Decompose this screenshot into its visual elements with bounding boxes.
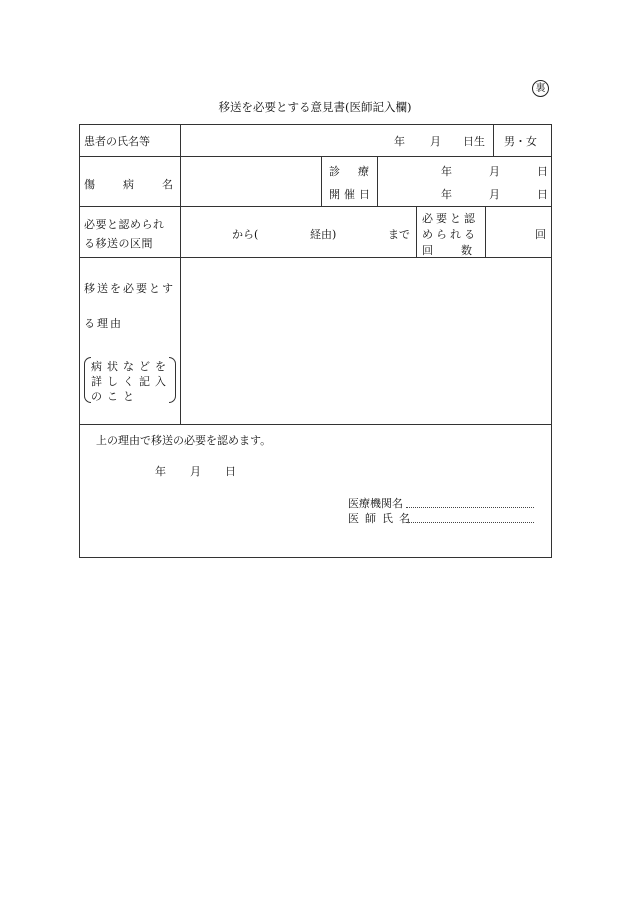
- patient-label: 患者の氏名等: [84, 135, 150, 148]
- birth-day-unit: 日生: [463, 135, 485, 148]
- column-divider: [493, 124, 494, 156]
- back-side-mark: 裏: [532, 80, 549, 97]
- sex-field[interactable]: 男・女: [504, 135, 537, 148]
- label-column-divider: [180, 124, 181, 424]
- held-day-unit: 日: [537, 188, 548, 201]
- count-label-line2: められる: [422, 228, 478, 241]
- held-year-unit: 年: [441, 188, 452, 201]
- route-to-text: まで: [388, 228, 410, 241]
- count-label-line3: 回数: [422, 244, 500, 257]
- exam-day-unit: 日: [537, 165, 548, 178]
- exam-month-unit: 月: [489, 165, 500, 178]
- route-label-line2: る移送の区間: [84, 237, 153, 250]
- exam-year-unit: 年: [441, 165, 452, 178]
- patient-name-field[interactable]: [186, 128, 386, 152]
- note-line3: のこと: [91, 390, 139, 403]
- diagnosis-label: 傷病名: [84, 178, 201, 191]
- doctor-name-field[interactable]: [406, 522, 534, 523]
- row-divider: [79, 156, 552, 157]
- count-field[interactable]: [490, 212, 530, 252]
- note-left-bracket: [84, 357, 91, 403]
- reason-label-line1: 移送を必要とす: [84, 282, 175, 295]
- institution-name-field[interactable]: [406, 507, 534, 508]
- route-via-text: 経由): [310, 228, 337, 241]
- column-divider: [416, 206, 417, 257]
- reason-field[interactable]: [186, 262, 546, 419]
- route-label-line1: 必要と認められ: [84, 218, 165, 231]
- birth-year-unit: 年: [394, 135, 405, 148]
- certification-statement: 上の理由で移送の必要を認めます。: [96, 434, 272, 447]
- cert-day-unit: 日: [225, 465, 236, 478]
- reason-label-line2: る理由: [84, 317, 123, 330]
- cert-year-unit: 年: [155, 465, 166, 478]
- row-divider: [79, 424, 552, 425]
- route-from-text: から(: [232, 228, 259, 241]
- institution-label: 医療機関名: [348, 497, 403, 510]
- held-date-label: 開催日: [329, 188, 374, 201]
- birth-month-unit: 月: [430, 135, 441, 148]
- doctor-label: 医師氏名: [348, 512, 416, 525]
- diagnosis-field[interactable]: [186, 160, 316, 202]
- column-divider: [321, 156, 322, 206]
- held-month-unit: 月: [489, 188, 500, 201]
- count-unit: 回: [535, 228, 546, 241]
- cert-month-unit: 月: [190, 465, 201, 478]
- count-label-line1: 必要と認: [422, 212, 478, 225]
- exam-label: 診療: [329, 165, 387, 178]
- note-line2: 詳しく記入: [91, 375, 171, 388]
- form-title: 移送を必要とする意見書(医師記入欄): [218, 100, 412, 114]
- note-line1: 病状などを: [91, 360, 171, 373]
- row-divider: [79, 206, 552, 207]
